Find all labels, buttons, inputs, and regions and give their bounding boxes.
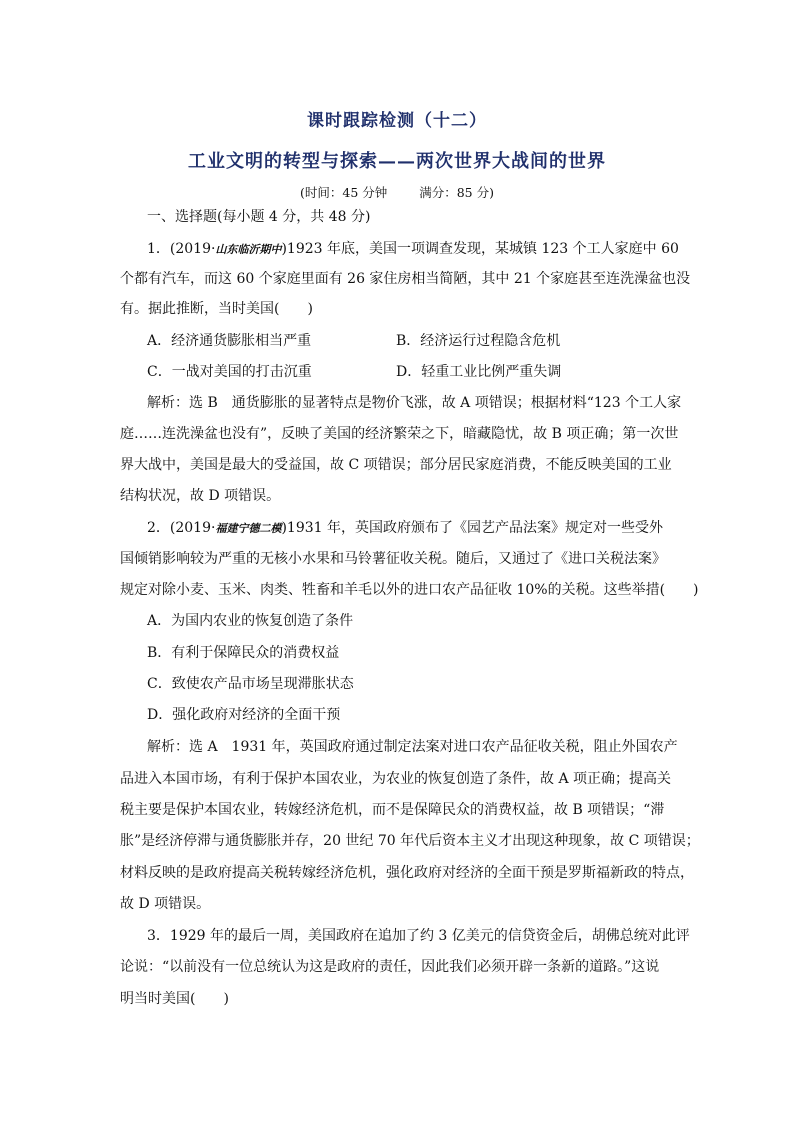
q3-line-3: 明当时美国( ) xyxy=(120,991,229,1007)
exam-meta xyxy=(0,183,794,201)
q2-line-3: 规定对除小麦、玉米、肉类、牲畜和羊毛以外的进口农产品征收 10%的关税。这些举措( ) xyxy=(120,582,699,598)
q2-analysis-line: 税主要是保护本国农业，转嫁经济危机，而不是保障民众的消费权益，故 B 项错误；“滞 xyxy=(120,802,665,818)
q1-prefix: 1．(2019· xyxy=(147,241,216,257)
full-score: 满分：85 分) xyxy=(419,185,494,200)
q1-line1-rest: )1923 年底，美国一项调查发现，某城镇 123 个工人家庭中 60 xyxy=(281,241,679,257)
q1-option-b: B．经济运行过程隐含危机 xyxy=(396,333,561,349)
q2-line1-rest: )1931 年，英国政府颁布了《园艺产品法案》规定对一些受外 xyxy=(281,520,663,536)
q2-source: 福建宁德二模 xyxy=(215,522,282,535)
q2-analysis-line: 品进入本国市场，有利于保护本国农业，为农业的恢复创造了条件，故 A 项正确；提高关 xyxy=(120,771,672,787)
q2-prefix: 2．(2019· xyxy=(147,520,216,536)
section-heading: 一、选择题(每小题 4 分，共 48 分) xyxy=(147,209,371,225)
q1-analysis-line: 结构状况，故 D 项错误。 xyxy=(120,488,281,504)
q2-option-a: A．为国内农业的恢复创造了条件 xyxy=(147,613,354,629)
q1-option-a: A．经济通货膨胀相当严重 xyxy=(147,333,312,349)
q1-line-1 xyxy=(147,240,690,259)
q3-line-2: 论说：“以前没有一位总统认为这是政府的责任，因此我们必须开辟一条新的道路。”这说 xyxy=(120,959,660,975)
q2-analysis-line: 故 D 项错误。 xyxy=(120,896,211,912)
q1-option-c: C．一战对美国的打击沉重 xyxy=(147,364,312,380)
q1-line-3: 有。据此推断，当时美国( ) xyxy=(120,301,313,317)
q1-analysis-line: 界大战中，美国是最大的受益国，故 C 项错误；部分居民家庭消费，不能反映美国的工业 xyxy=(120,457,672,473)
q2-analysis-line: 胀”是经济停滞与通货膨胀并存，20 世纪 70 年代后资本主义才出现这种现象，故 C 项错误； xyxy=(120,833,700,849)
page-title: 课时跟踪检测（十二） xyxy=(307,111,487,131)
time-limit: (时间：45 分钟 xyxy=(299,185,388,200)
q2-analysis-line: 解析：选 A 1931 年，英国政府通过制定法案对进口农产品征收关税，阻止外国农产 xyxy=(147,739,678,755)
q2-line-1 xyxy=(147,519,690,538)
q1-analysis-line: 解析：选 B 通货膨胀的显著特点是物价飞涨，故 A 项错误；根据材料“123 个工人家 xyxy=(147,395,682,411)
q2-option-c: C．致使农产品市场呈现滞胀状态 xyxy=(147,676,354,692)
page-subtitle: 工业文明的转型与探索——两次世界大战间的世界 xyxy=(188,151,606,172)
q3-line-1: 3．1929 年的最后一周，美国政府在追加了约 3 亿美元的信贷资金后，胡佛总统对此评 xyxy=(147,928,690,944)
q2-line-2: 国倾销影响较为严重的无核小水果和马铃薯征收关税。随后，又通过了《进口关税法案》 xyxy=(120,551,666,567)
q1-source: 山东临沂期中 xyxy=(215,243,282,256)
q2-analysis-line: 材料反映的是政府提高关税转嫁经济危机，强化政府对经济的全面干预是罗斯福新政的特点， xyxy=(120,865,694,881)
q1-analysis-line: 庭……连洗澡盆也没有”，反映了美国的经济繁荣之下，暗藏隐忧，故 B 项正确；第一次世 xyxy=(120,426,679,442)
q1-option-d: D．轻重工业比例严重失调 xyxy=(396,364,562,380)
q2-option-d: D．强化政府对经济的全面干预 xyxy=(147,707,341,723)
q2-option-b: B．有利于保障民众的消费权益 xyxy=(147,645,340,661)
q1-line-2: 个都有汽车，而这 60 个家庭里面有 26 家住房相当简陋，其中 21 个家庭甚至连洗澡盆也没 xyxy=(120,271,691,287)
